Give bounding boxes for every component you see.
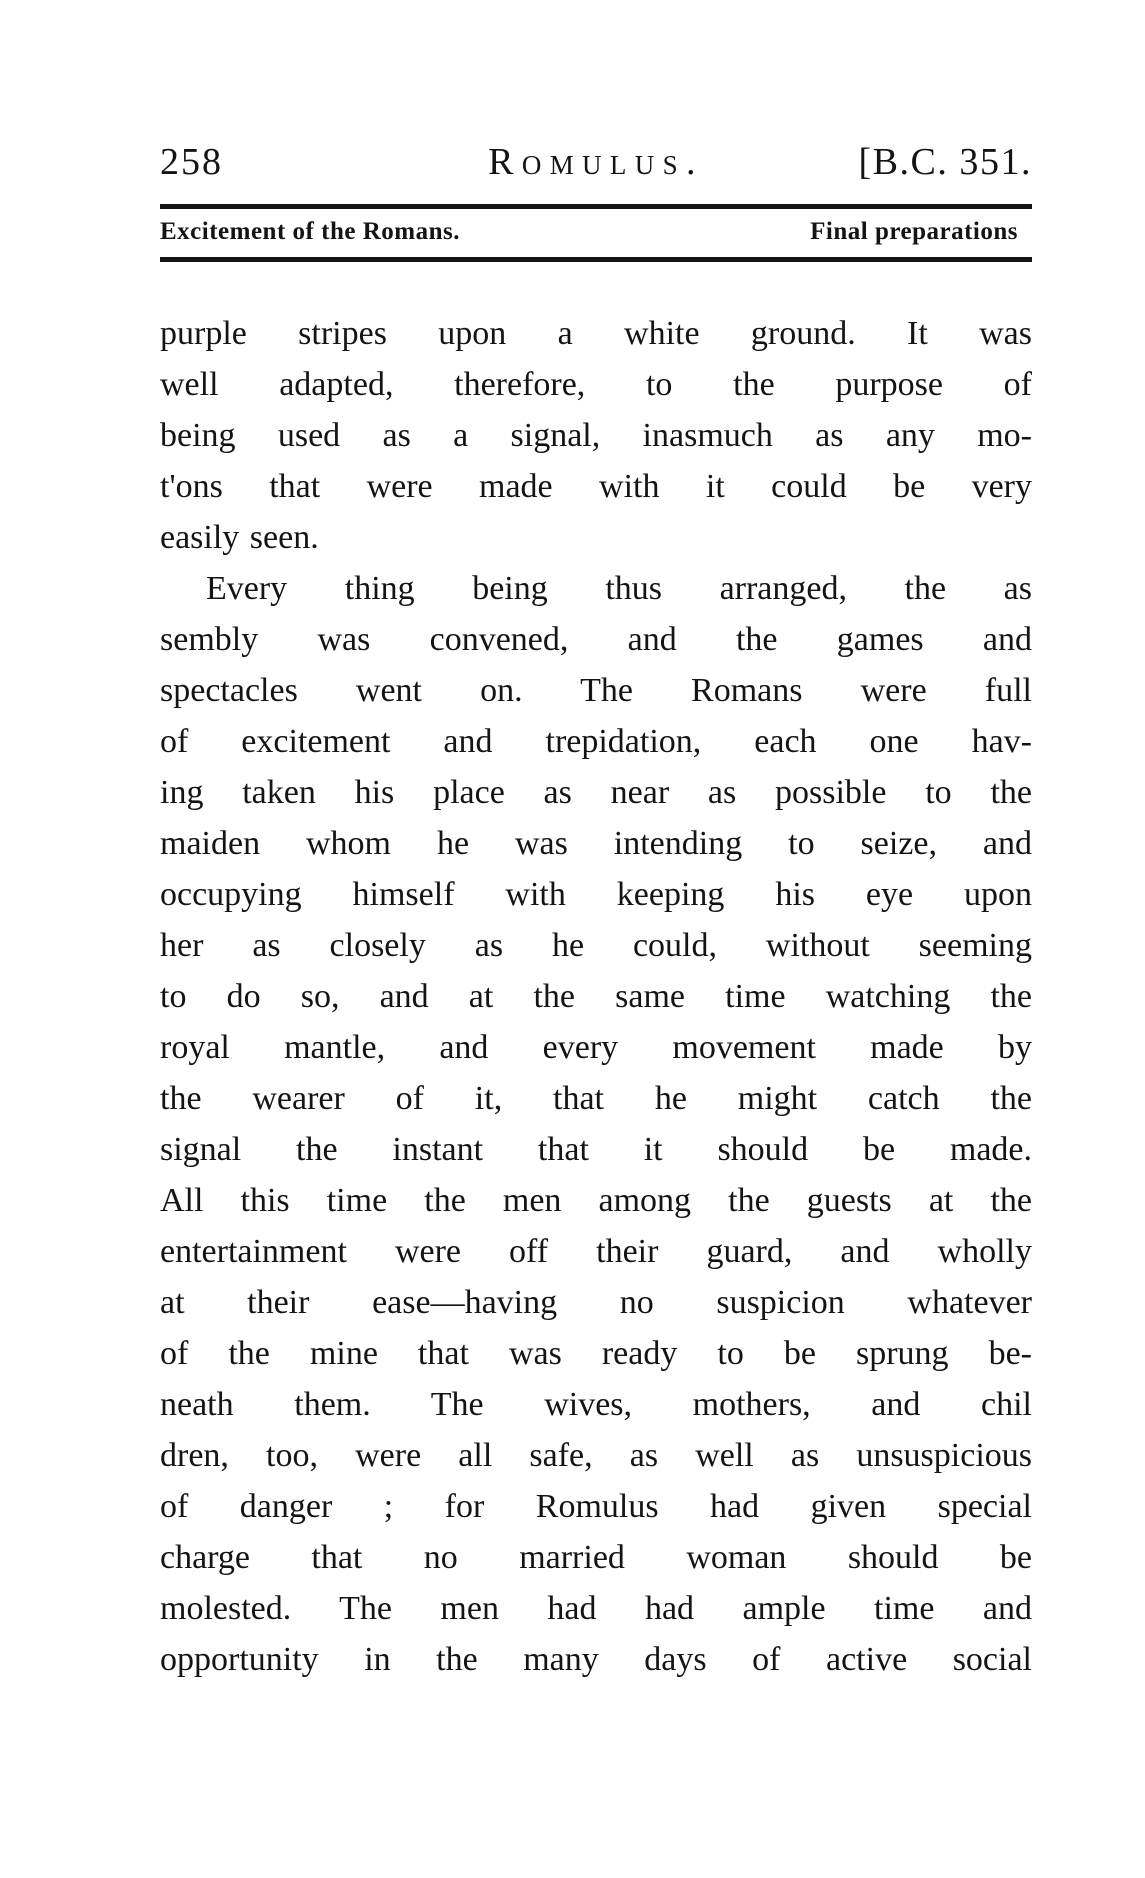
text-line: ing taken his place as near as possible to the (160, 774, 1032, 811)
text-line: opportunity in the many days of active social (160, 1641, 1032, 1678)
text-line: being used as a signal, inasmuch as any mo- (160, 417, 1032, 454)
subhead-rule (160, 257, 1032, 262)
running-head-left: Excitement of the Romans. (160, 218, 460, 245)
text-line: to do so, and at the same time watching the (160, 978, 1032, 1015)
text-line: signal the instant that it should be made. (160, 1131, 1032, 1168)
page-body (160, 308, 1032, 1685)
text-line: of excitement and trepidation, each one hav- (160, 723, 1032, 760)
text-line: at their ease—having no suspicion whatever (160, 1284, 1032, 1321)
running-heads (160, 217, 1032, 247)
text-line: charge that no married woman should be (160, 1539, 1032, 1576)
text-line: All this time the men among the guests at the (160, 1182, 1032, 1219)
text-line: of the mine that was ready to be sprung be- (160, 1335, 1032, 1372)
text-line: sembly was convened, and the games and (160, 621, 1032, 658)
text-line: easily seen. (160, 519, 319, 556)
running-title: Romulus. (488, 141, 704, 183)
header-rule (160, 204, 1032, 209)
page-header (160, 140, 1032, 184)
text-line: spectacles went on. The Romans were full (160, 672, 1032, 709)
text-line: her as closely as he could, without seeming (160, 927, 1032, 964)
text-line: royal mantle, and every movement made by (160, 1029, 1032, 1066)
text-line: maiden whom he was intending to seize, and (160, 825, 1032, 862)
text-line: t'ons that were made with it could be very (160, 468, 1032, 505)
page-number: 258 (160, 141, 223, 183)
text-line: the wearer of it, that he might catch the (160, 1080, 1032, 1117)
text-line: Every thing being thus arranged, the as (206, 570, 1032, 607)
text-line: dren, too, were all safe, as well as unsuspicious (160, 1437, 1032, 1474)
era-label: [B.C. 351. (858, 141, 1032, 183)
text-line: purple stripes upon a white ground. It was (160, 315, 1032, 352)
text-line: molested. The men had had ample time and (160, 1590, 1032, 1627)
text-line: of danger ; for Romulus had given special (160, 1488, 1032, 1525)
text-line: well adapted, therefore, to the purpose of (160, 366, 1032, 403)
text-line: occupying himself with keeping his eye upon (160, 876, 1032, 913)
text-line: entertainment were off their guard, and wholly (160, 1233, 1032, 1270)
text-line: neath them. The wives, mothers, and chil (160, 1386, 1032, 1423)
running-head-right: Final preparations (810, 218, 1018, 245)
page-content (160, 140, 1032, 1685)
